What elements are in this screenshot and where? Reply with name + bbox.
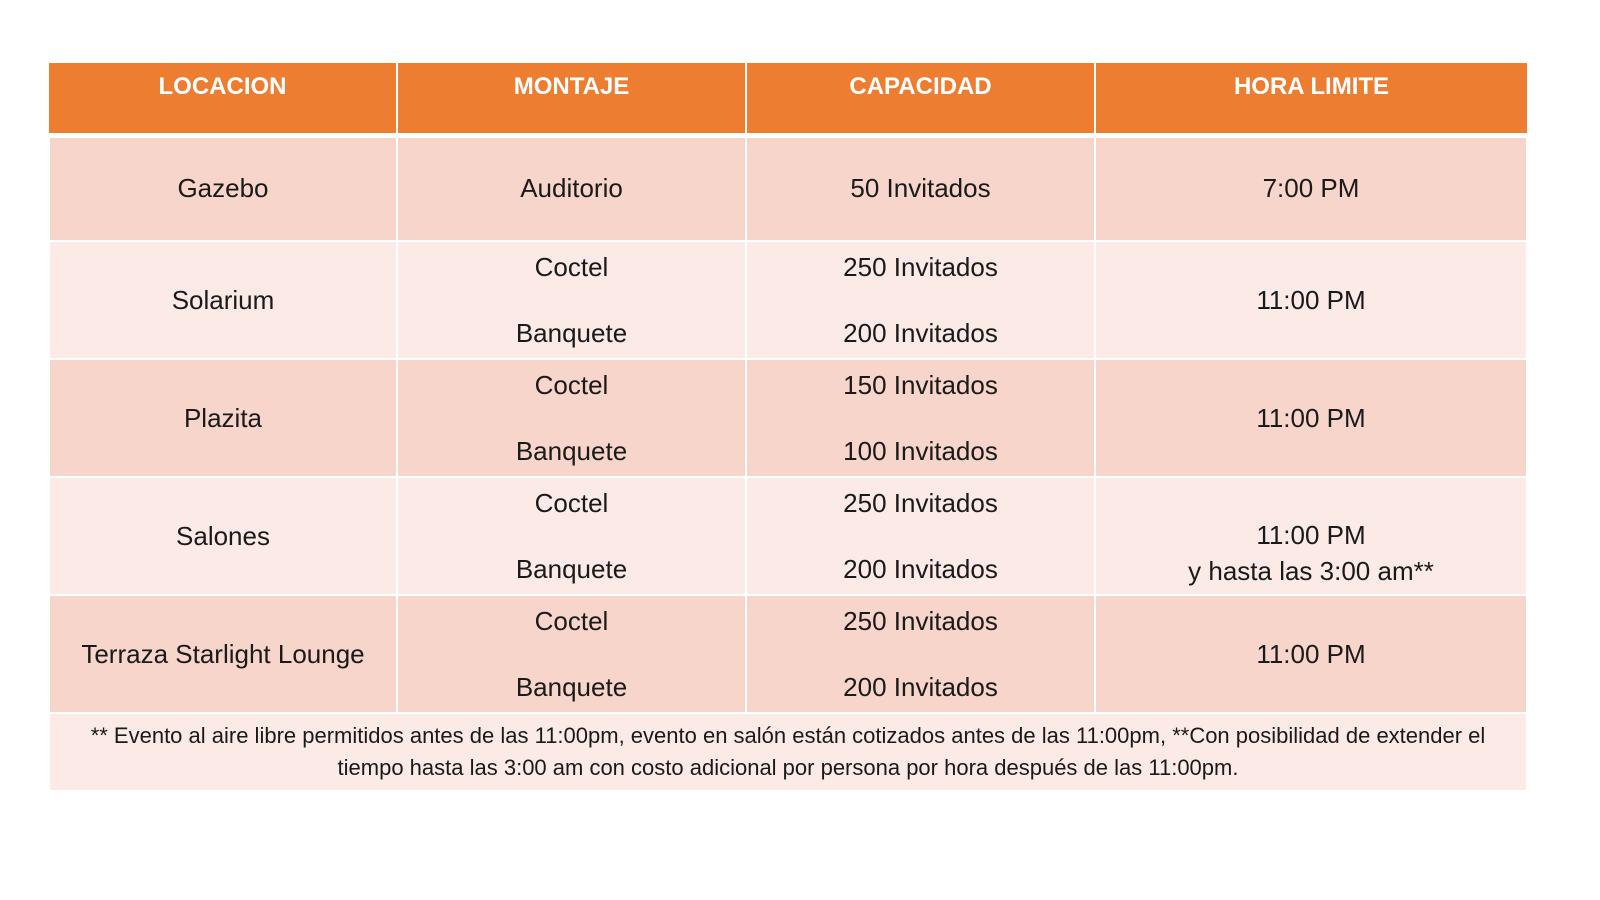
table-row-nota — [49, 713, 1527, 791]
hora-cell: 11:00 PM — [1095, 595, 1527, 713]
hora-cell: 11:00 PM — [1095, 241, 1527, 359]
montaje-cell — [397, 241, 746, 359]
header-hora-limite: HORA LIMITE — [1095, 63, 1527, 135]
locations-table-container — [48, 63, 1526, 792]
montaje-banquete: Banquete — [515, 436, 628, 466]
montaje-coctel: Coctel — [534, 370, 609, 400]
montaje-cell — [397, 477, 746, 595]
locacion-cell: Gazebo — [49, 135, 397, 241]
montaje-cell: Auditorio — [397, 135, 746, 241]
header-capacidad: CAPACIDAD — [746, 63, 1095, 135]
locations-table — [48, 63, 1528, 792]
header-montaje: MONTAJE — [397, 63, 746, 135]
table-row-gazebo — [49, 135, 1527, 241]
capacidad-cell — [746, 477, 1095, 595]
hora-extendida: y hasta las 3:00 am** — [1188, 556, 1434, 586]
montaje-banquete: Banquete — [515, 318, 628, 348]
hora-cell — [1095, 477, 1527, 595]
hora-cell: 7:00 PM — [1095, 135, 1527, 241]
header-locacion: LOCACION — [49, 63, 397, 135]
capacidad-coctel: 250 Invitados — [843, 488, 998, 518]
montaje-coctel: Coctel — [534, 488, 609, 518]
locacion-cell: Solarium — [49, 241, 397, 359]
capacidad-cell — [746, 359, 1095, 477]
montaje-coctel: Coctel — [534, 606, 609, 636]
table-row-plazita — [49, 359, 1527, 477]
capacidad-banquete: 200 Invitados — [843, 672, 998, 702]
capacidad-cell — [746, 595, 1095, 713]
hora-principal: 11:00 PM — [1256, 520, 1366, 550]
montaje-coctel: Coctel — [534, 252, 609, 282]
capacidad-banquete: 100 Invitados — [843, 436, 998, 466]
table-header-row — [49, 63, 1527, 135]
locacion-cell: Plazita — [49, 359, 397, 477]
footnote: ** Evento al aire libre permitidos antes de las 11:00pm, evento en salón están cotizados antes de las 11:00pm, **Con posibilidad de extender el tiempo hasta las 3:00 am con costo adicional por persona por hora después de las 11:00pm. — [49, 713, 1527, 791]
capacidad-coctel: 150 Invitados — [843, 370, 998, 400]
hora-cell: 11:00 PM — [1095, 359, 1527, 477]
montaje-cell — [397, 595, 746, 713]
capacidad-coctel: 250 Invitados — [843, 252, 998, 282]
capacidad-banquete: 200 Invitados — [843, 554, 998, 584]
table-row-terraza — [49, 595, 1527, 713]
table-row-salones — [49, 477, 1527, 595]
locacion-cell: Salones — [49, 477, 397, 595]
montaje-banquete: Banquete — [515, 672, 628, 702]
capacidad-cell: 50 Invitados — [746, 135, 1095, 241]
capacidad-cell — [746, 241, 1095, 359]
capacidad-coctel: 250 Invitados — [843, 606, 998, 636]
montaje-banquete: Banquete — [515, 554, 628, 584]
montaje-cell — [397, 359, 746, 477]
table-row-solarium — [49, 241, 1527, 359]
capacidad-banquete: 200 Invitados — [843, 318, 998, 348]
locacion-cell: Terraza Starlight Lounge — [49, 595, 397, 713]
